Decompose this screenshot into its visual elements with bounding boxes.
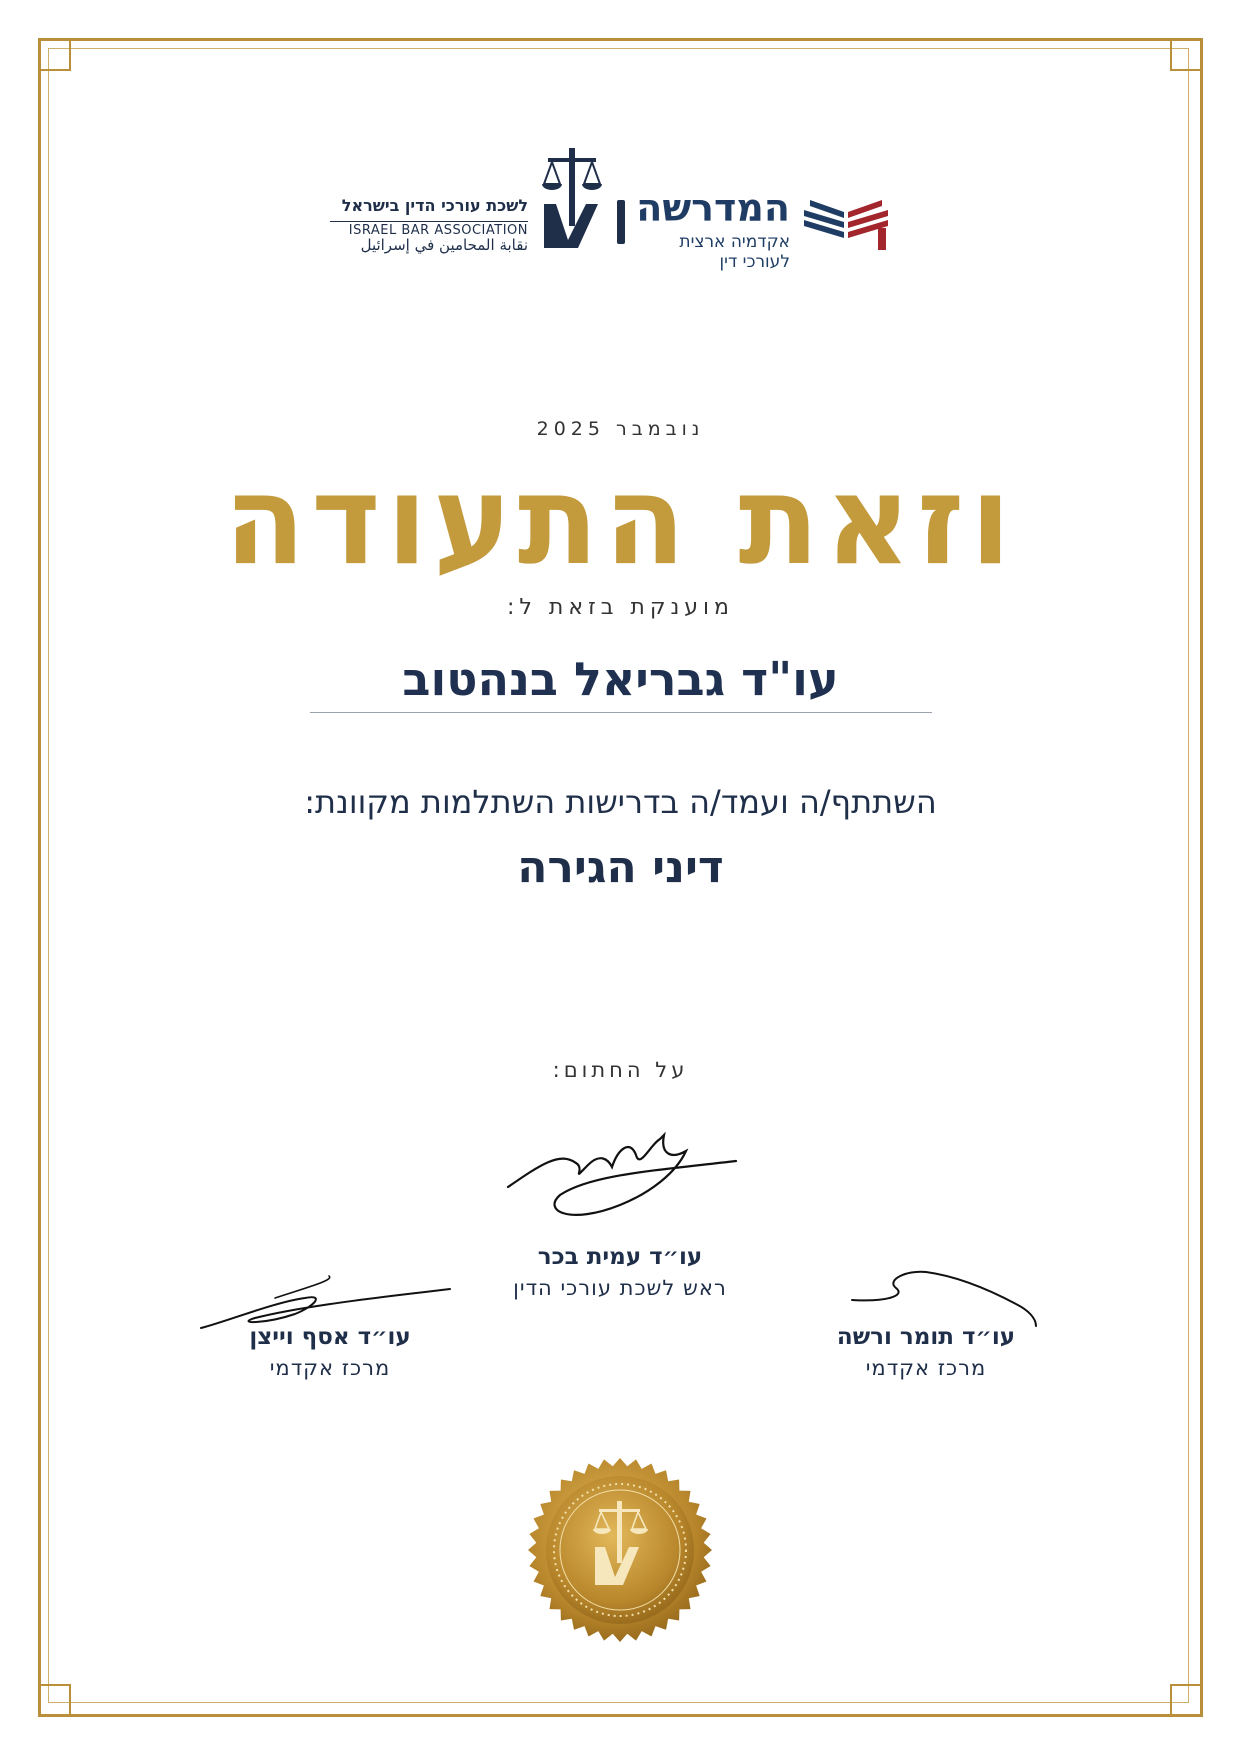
signer-right-role: מרכז אקדמי	[865, 1356, 987, 1380]
awarded-to-label: מוענקת בזאת ל:	[507, 595, 734, 620]
gold-seal-icon	[525, 1455, 715, 1645]
recipient-underline	[310, 712, 932, 713]
open-book-icon	[800, 196, 892, 254]
recipient-name: עו"ד גבריאל בנהטוב	[402, 652, 839, 706]
signature-center	[500, 1125, 750, 1245]
bar-association-hebrew: לשכת עורכי הדין בישראל	[341, 196, 528, 215]
signer-center-role: ראש לשכת עורכי הדין	[513, 1276, 727, 1300]
course-name: דיני הגירה	[517, 842, 724, 893]
signer-center-name: עו״ד עמית בכר	[537, 1244, 703, 1270]
certificate-title: וזאת התעודה	[224, 447, 1017, 593]
certificate-date: נובמבר 2025	[536, 418, 705, 440]
signer-left-name: עו״ד אסף וייצן	[249, 1324, 411, 1350]
bar-association-arabic: نقابة المحامين في إسرائيل	[360, 236, 528, 254]
participation-statement: השתתף/ה ועמד/ה בדרישות השתלמות מקוונת:	[304, 783, 937, 821]
signed-label: על החתום:	[552, 1058, 689, 1082]
signer-right-name: עו״ד תומר ורשה	[836, 1324, 1016, 1350]
scales-of-justice-icon	[538, 144, 606, 256]
madrasha-subtitle: אקדמיה ארצית לעורכי דין	[679, 232, 790, 272]
madrasha-title: המדרשה	[636, 186, 790, 230]
signer-left-role: מרכז אקדמי	[269, 1356, 391, 1380]
logo-divider	[617, 200, 625, 244]
bar-association-english: ISRAEL BAR ASSOCIATION	[330, 221, 528, 238]
